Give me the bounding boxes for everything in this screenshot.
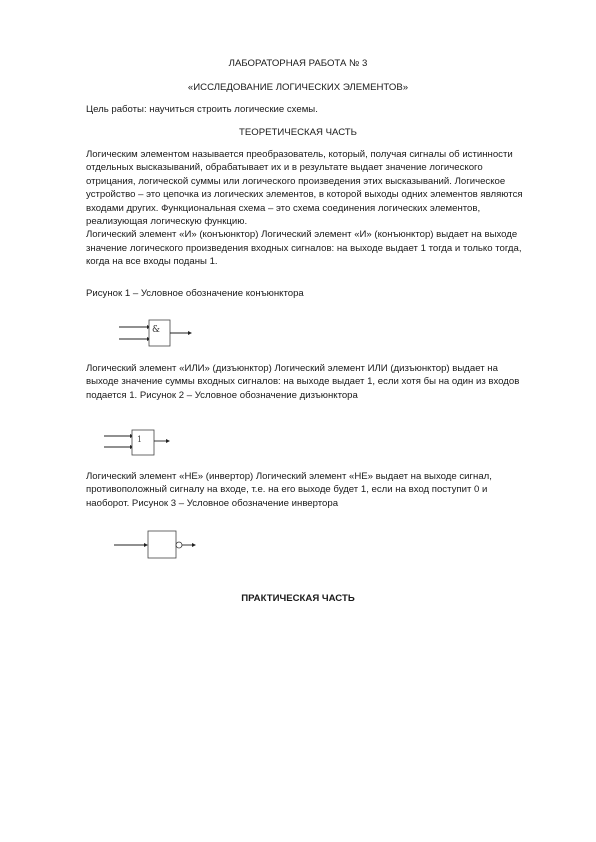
goal-text: Цель работы: научиться строить логические схемы. <box>86 104 318 115</box>
theory-paragraph <box>86 148 548 269</box>
not-gate-diagram <box>112 528 202 562</box>
text-line: устройство – это цепочка из логических элементов, в которой выходы одних элементов являются <box>86 189 523 201</box>
or-gate-diagram <box>104 428 174 458</box>
text-line: Логический элемент «НЕ» (инвертор) Логический элемент «НЕ» выдает на выходе сигнал, <box>86 471 492 482</box>
not-paragraph <box>86 470 548 510</box>
or-symbol: 1 <box>137 435 143 444</box>
text-line: наоборот. Рисунок 3 – Условное обозначение инвертора <box>86 497 339 509</box>
text-line: Логическим элементом называется преобразователь, который, получая сигналы об истинности <box>86 149 513 160</box>
text-line: выходе значение суммы входных сигналов: на выходе выдает 1, если хотя бы на один из входов <box>86 376 520 388</box>
text-line: значение логического произведения входных сигналов: на выходе выдает 1 тогда и только тогда, <box>86 242 522 254</box>
and-gate-diagram <box>115 318 195 350</box>
figure1-caption: Рисунок 1 – Условное обозначение конъюнктора <box>86 288 304 299</box>
text-line: Логический элемент «И» (конъюнктор) Логический элемент «И» (конъюнктор) выдает на выходе <box>86 229 518 241</box>
or-paragraph <box>86 362 548 402</box>
text-line: противоположный сигналу на входе, т.е. на его выходе будет 1, если на вход поступит 0 и <box>86 484 488 496</box>
text-line: отдельных высказываний, обрабатывает их и в результате выдает значение логического <box>86 162 483 174</box>
text-line: Логический элемент «ИЛИ» (дизъюнктор) Логический элемент ИЛИ (дизъюнктор) выдает на <box>86 363 498 374</box>
text-line: отрицания, логической суммы или логического произведения этих высказываний. Логическое <box>86 175 506 187</box>
practice-heading: ПРАКТИЧЕСКАЯ ЧАСТЬ <box>241 593 355 604</box>
text-line: когда на все входы поданы 1. <box>86 256 218 268</box>
text-line: реализующая логическую функцию. <box>86 216 248 228</box>
lab-subtitle: «ИССЛЕДОВАНИЕ ЛОГИЧЕСКИХ ЭЛЕМЕНТОВ» <box>187 82 409 93</box>
text-line: входами других. Функциональная схема – это схема соединения логических элементов, <box>86 202 481 214</box>
and-symbol: & <box>152 325 161 335</box>
lab-title: ЛАБОРАТОРНАЯ РАБОТА № 3 <box>228 58 368 69</box>
theory-heading: ТЕОРЕТИЧЕСКАЯ ЧАСТЬ <box>239 127 357 138</box>
text-line: подается 1. Рисунок 2 – Условное обозначение дизъюнктора <box>86 389 358 401</box>
